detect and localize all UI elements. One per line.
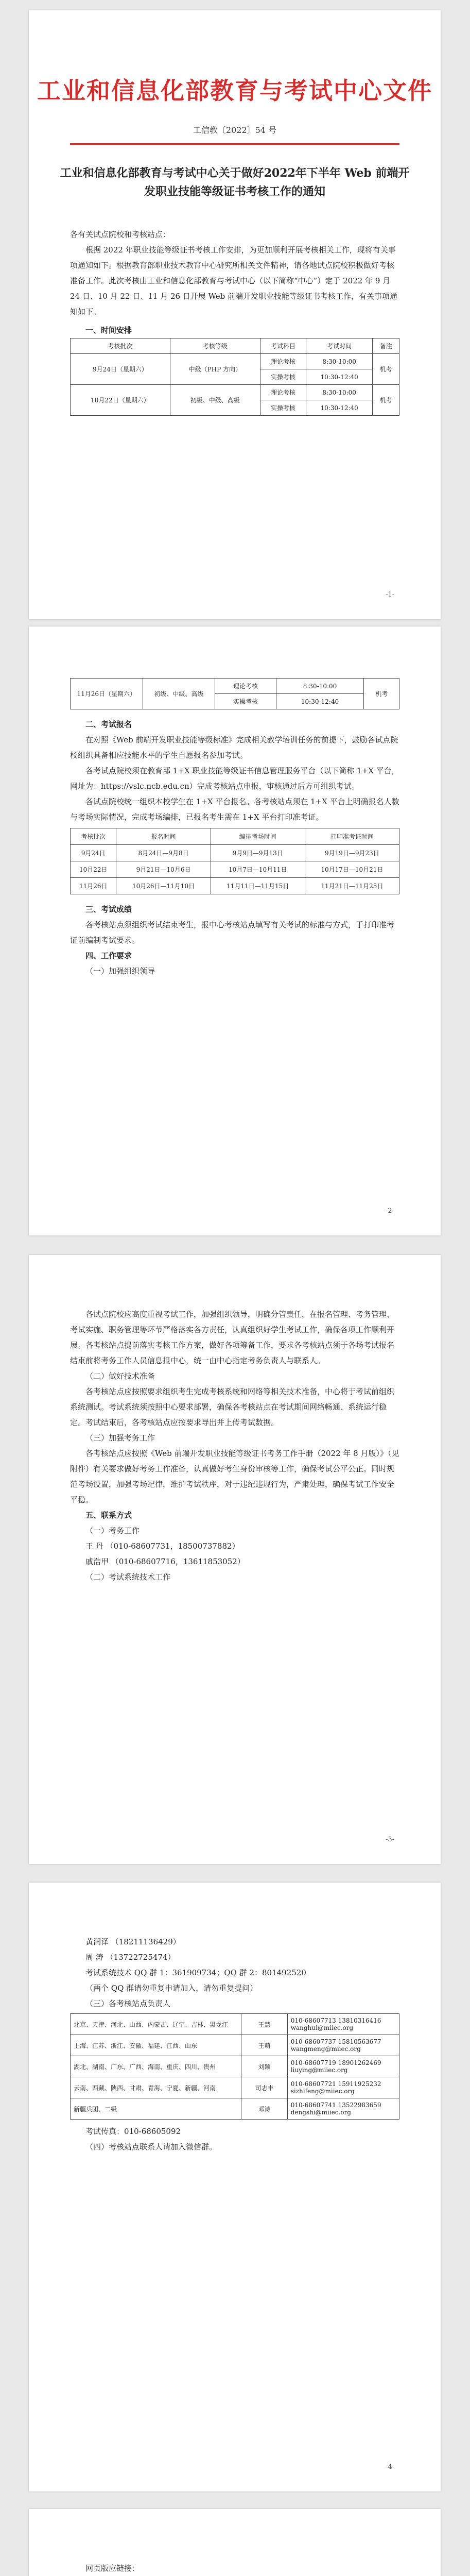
page-5-body	[70, 2561, 399, 2576]
table-cell: 10月7日—10月11日	[211, 861, 305, 878]
table-cell: 王萌	[241, 2035, 287, 2056]
table-row	[71, 2056, 399, 2077]
duties-paragraph-2: 各考核站点应按照要求组织考生完成考核系统和网络等相关技术准备，中心将于考试前组织系统测试。考试系统须按照中心要求部署，确保各考核站点在考试期间网络畅通、系统运行稳定。考试结束后，各考核站点应按要求导出并上传考试数据。	[70, 1387, 395, 1427]
tech-contact: 黄润泽 （18211136429）	[85, 1937, 181, 1946]
contact-person: 王 丹 （010-68607731，18500737882）	[85, 1541, 240, 1551]
page-1	[29, 10, 441, 619]
table-row	[71, 2035, 399, 2056]
table-cell: 10月22日（星期六）	[71, 385, 170, 416]
link-label: 网页版应链接：	[85, 2564, 140, 2573]
results-heading: 三、考试成绩	[85, 905, 132, 914]
table-header-cell: 考核批次	[71, 828, 116, 845]
red-divider	[70, 143, 399, 145]
table-row	[71, 861, 399, 878]
contacts-sub-3: （三）各考核站点负责人	[85, 1999, 171, 2008]
table-cell: 010-68607719 18901262469 liuying@miiec.org	[287, 2056, 399, 2077]
table-cell: 实操考核	[260, 400, 306, 416]
table-cell: 10:30-12:40	[306, 400, 373, 416]
registration-paragraph-2: 各考试点院校须在教育部 1+X 职业技能等级证书信息管理服务平台（以下简称 1+X 平台，网址为：https://vslc.ncb.edu.cn）完成考核站点申报，审核通过后方可组织考试。	[70, 766, 399, 791]
page-number: -4-	[385, 2463, 394, 2471]
table-header-cell: 编排考场时间	[211, 828, 305, 845]
page-3	[29, 1255, 441, 1864]
table-cell: 机考	[373, 385, 399, 416]
schedule-table-continued	[70, 678, 399, 709]
page-5	[29, 2509, 441, 2576]
contacts-sub-1: （一）考务工作	[85, 1526, 140, 1535]
qq-note: （两个 QQ 群请勿重复申请加入，请勿重复提问）	[85, 1984, 258, 1993]
table-cell: 湖北、湖南、广东、广西、海南、重庆、四川、贵州	[71, 2056, 241, 2077]
salutation: 各有关试点院校和考核站点：	[70, 230, 171, 239]
table-row	[71, 2077, 399, 2098]
table-row	[71, 2098, 399, 2120]
table-cell: 初级、中级、高级	[170, 385, 260, 416]
table-row	[71, 385, 399, 400]
registration-heading: 二、考试报名	[85, 720, 132, 729]
page-4-body	[70, 1934, 399, 2155]
table-cell: 司志丰	[241, 2077, 287, 2098]
table-cell: 王慧	[241, 2014, 287, 2035]
contact-person: 戚浩甲 （010-68607716，13611853052）	[85, 1557, 245, 1566]
contacts-sub-2: （二）考试系统技术工作	[85, 1572, 171, 1582]
table-cell: 10月22日	[71, 861, 116, 878]
table-cell: 邓诗	[241, 2098, 287, 2120]
intro-paragraph: 根据 2022 年职业技能等级证书考核工作安排，为更加顺利开展考核相关工作，现将有关事项通知如下。根据教育部职业技术教育中心研究所相关文件精神，请各地试点院校积极做好考核准备工作。此次考核由工业和信息化部教育与考试中心（以下简称“中心”）定于 2022 年 9 月 24 日、10 月 22 日、11 月 26 日开展 Web 前端开发职业技能等级证书考核工作，有关事项通知如下。	[70, 245, 398, 316]
notice-title: 工业和信息化部教育与考试中心关于做好2022年下半年 Web 前端开发职业技能等级证书考核工作的通知	[60, 166, 410, 198]
table-cell: 10月26日—11月10日	[116, 878, 211, 894]
table-cell: 理论考核	[215, 679, 276, 694]
table-cell: 9月24日（星期六）	[71, 354, 170, 385]
duties-sub-1: （一）加强组织领导	[85, 967, 155, 976]
table-cell: 010-68607737 15810563677 wangmeng@miiec.org	[287, 2035, 399, 2056]
qq-groups: 考试系统技术 QQ 群 1：361909734；QQ 群 2：801492520	[85, 1968, 306, 1977]
table-header-row	[71, 828, 399, 845]
table-cell: 11月26日（星期六）	[71, 679, 143, 709]
table-cell: 理论考核	[260, 385, 306, 400]
duties-sub-3: （三）加强考务工作	[85, 1433, 155, 1443]
table-cell: 8:30-10:00	[306, 385, 373, 400]
table-row	[71, 354, 399, 369]
table-cell: 10:30-12:40	[276, 694, 364, 709]
table-cell: 9月24日	[71, 845, 116, 861]
results-paragraph: 各考核站点须组织考试结束考生，报中心考核站点填写有关考试的标准与方式，于打印准考证前编制考试要求。	[70, 920, 395, 945]
table-cell: 11月11日—11月15日	[211, 878, 305, 894]
table-cell: 云南、西藏、陕西、甘肃、青海、宁夏、新疆、河南	[71, 2077, 241, 2098]
table-row	[71, 679, 399, 694]
table-cell: 010-68607721 15911925232 sizhifeng@miiec.org	[287, 2077, 399, 2098]
table-cell: 8:30-10:00	[276, 679, 364, 694]
page-4	[29, 1883, 441, 2492]
table-header-cell: 考试科目	[260, 338, 306, 354]
table-row	[71, 845, 399, 861]
table-cell: 8:30-10:00	[306, 354, 373, 369]
table-cell: 实操考核	[260, 369, 306, 385]
contacts-sub-4: （四）考核站点联系人请加入微信群。	[85, 2142, 217, 2151]
table-cell: 9月9日—9月13日	[211, 845, 305, 861]
table-cell: 中级（PHP 方向）	[170, 354, 260, 385]
duties-paragraph-3: 各考核站点应按照《Web 前端开发职业技能等级证书考务工作手册（2022 年 8 月版）》（见附件）有关要求做好考务工作准备，认真做好考生身份审核等工作，确保考试公平公正。同时规范考场设置，加强考场纪律，维护考试秩序，对于违纪违规行为，严肃处理，确保考试工作安全平稳。	[70, 1449, 399, 1504]
registration-table	[70, 828, 399, 894]
table-cell: 机考	[373, 354, 399, 385]
table-cell: 11月21日—11月25日	[305, 878, 399, 894]
table-header-cell: 考试时间	[306, 338, 373, 354]
org-title: 工业和信息化部教育与考试中心文件	[37, 77, 432, 105]
table-cell: 实操考核	[215, 694, 276, 709]
table-cell: 9月19日—9月23日	[305, 845, 399, 861]
table-cell: 理论考核	[260, 354, 306, 369]
table-cell: 11月26日	[71, 878, 116, 894]
table-cell: 机考	[364, 679, 399, 709]
table-cell: 10:30-12:40	[306, 369, 373, 385]
table-cell: 10月17日—10月21日	[305, 861, 399, 878]
page-2-body	[70, 678, 399, 979]
registration-paragraph-3: 各试点院校统一组织本校学生在 1+X 平台报名。各考核站点须在 1+X 平台上明确报名人数与考场实际情况，完成考场编排，已报名考生需在 1+X 平台打印准考证。	[70, 797, 399, 822]
page-number: -2-	[385, 1207, 394, 1215]
page-3-body	[70, 1307, 399, 1585]
tech-contact: 周 涛 （13722725474）	[85, 1953, 176, 1962]
table-cell: 8月24日—9月8日	[116, 845, 211, 861]
page-number: -3-	[385, 1836, 394, 1843]
table-header-cell: 报名时间	[116, 828, 211, 845]
duties-sub-2: （二）做好技术准备	[85, 1371, 155, 1381]
table-header-cell: 考核批次	[71, 338, 170, 354]
table-cell: 北京、天津、河北、山西、内蒙古、辽宁、吉林、黑龙江	[71, 2014, 241, 2035]
table-cell: 初级、中级、高级	[143, 679, 215, 709]
table-row	[71, 2014, 399, 2035]
duties-heading: 四、工作要求	[85, 951, 132, 960]
table-cell: 9月21日—10月6日	[116, 861, 211, 878]
table-cell: 新疆兵团、二级	[71, 2098, 241, 2120]
table-cell: 上海、江苏、浙江、安徽、福建、江西、山东	[71, 2035, 241, 2056]
doc-number: 工信教〔2022〕54 号	[193, 125, 277, 135]
duties-paragraph-1: 各试点院校应高度重视考试工作，加强组织领导，明确分管责任，在报名管理、考务管理、考试实施、职务管理等环节严格落实各方责任，认真组织好学生考试工作，确保各项工作顺利开展。各考核站点提前落实考核工作方案，做好各项筹备工作，要求各考核站点须于各场考试报名结束前将考务工作人员信息报中心，统一由中心指定考务负责人与联系人。	[70, 1310, 395, 1365]
table-cell: 010-68607741 13522983659 dengshi@miiec.org	[287, 2098, 399, 2120]
page-number: -1-	[385, 591, 394, 599]
table-header-cell: 考核等级	[170, 338, 260, 354]
table-cell: 刘颖	[241, 2056, 287, 2077]
table-cell: 010-68607713 13810316416 wanghui@miiec.org	[287, 2014, 399, 2035]
site-contact-table	[70, 2013, 399, 2120]
page-1-body	[70, 227, 399, 416]
schedule-heading: 一、时间安排	[85, 326, 132, 335]
fax-number: 考试传真：010-68605092	[85, 2127, 181, 2136]
table-row	[71, 878, 399, 894]
table-header-cell: 打印准考证时间	[305, 828, 399, 845]
page-2	[29, 626, 441, 1235]
table-header-row	[71, 338, 399, 354]
registration-paragraph-1: 在对照《Web 前端开发职业技能等级标准》完成相关教学培训任务的前提下，鼓励各试点院校组织具备相应技能水平的学生自愿报名参加考试。	[70, 735, 398, 760]
schedule-table	[70, 338, 399, 416]
contacts-heading: 五、联系方式	[85, 1511, 132, 1520]
table-header-cell: 备注	[373, 338, 399, 354]
